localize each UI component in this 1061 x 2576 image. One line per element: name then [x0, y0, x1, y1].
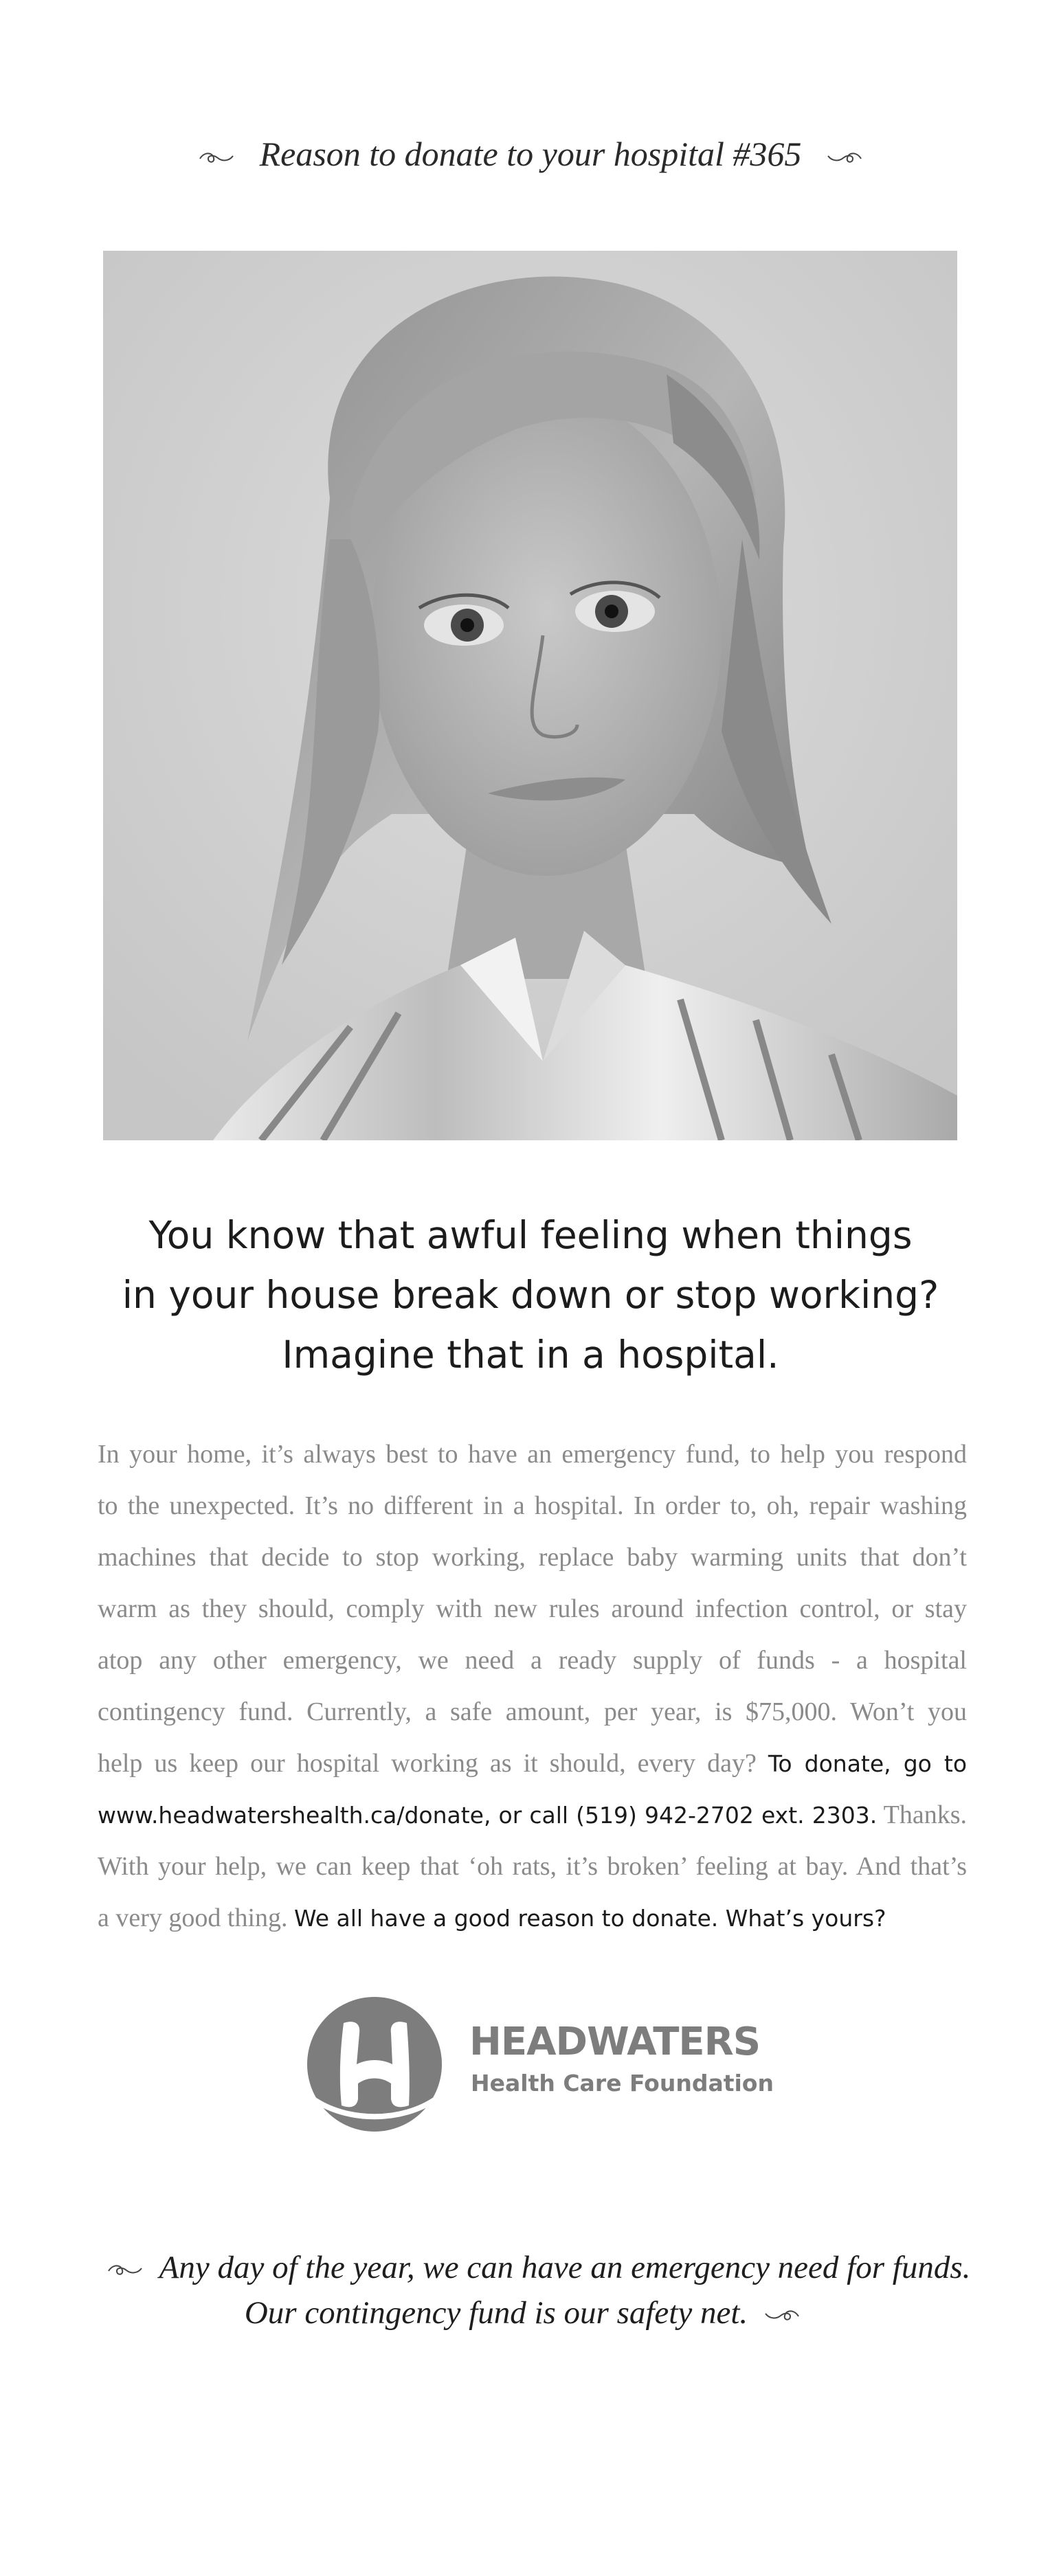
body-line: contingency fund. Currently, a safe amount, per year, is $75,000. Won’t you [98, 1697, 967, 1726]
headline-line-1: You know that awful feeling when things [148, 1213, 913, 1257]
body-line-mixed [98, 1893, 967, 1944]
foundation-logo [306, 1996, 774, 2133]
flourish-left-icon [107, 2263, 143, 2278]
donate-contact: www.headwatershealth.ca/donate, or call (519) 942-2702 ext. 2303. [98, 1802, 878, 1829]
flourish-right-icon [764, 2308, 800, 2323]
headwaters-h-logo-icon [306, 1996, 443, 2133]
logo-name: HEADWATERS [469, 2020, 761, 2064]
logo-subtitle: Health Care Foundation [471, 2070, 774, 2097]
closing-line-1 [0, 2245, 1061, 2290]
portrait-photo [103, 251, 957, 1140]
body-line: atop any other emergency, we need a ready supply of funds - a hospital [98, 1646, 967, 1675]
closing-text-2: Our contingency fund is our safety net. [244, 2295, 748, 2331]
body-line: machines that decide to stop working, replace baby warming units that don’t [98, 1543, 967, 1572]
closing-tagline [0, 2245, 1061, 2336]
portrait-illustration [103, 251, 957, 1140]
headline-line-3: Imagine that in a hospital. [282, 1333, 779, 1377]
body-text: Thanks. [883, 1800, 967, 1829]
top-tagline [0, 134, 1061, 174]
flourish-right-icon [827, 150, 862, 166]
top-tagline-text: Reason to donate to your hospital #365 [259, 135, 802, 173]
body-line: to the unexpected. It’s no different in a hospital. In order to, oh, repair washing [98, 1491, 967, 1520]
body-copy [98, 1429, 967, 1944]
closing-text-1: Any day of the year, we can have an emergency need for funds. [159, 2250, 971, 2285]
body-line: warm as they should, comply with new rules around infection control, or stay [98, 1594, 967, 1623]
body-line: In your home, it’s always best to have an emergency fund, to help you respond [98, 1440, 967, 1469]
flourish-left-icon [199, 150, 234, 166]
closing-line-2 [0, 2290, 1061, 2336]
headline [0, 1206, 1061, 1385]
headline-line-2: in your house break down or stop working? [122, 1273, 939, 1317]
body-line-mixed [98, 1738, 967, 1789]
donate-instruction: To donate, go to [768, 1750, 968, 1777]
body-text: a very good thing. [98, 1903, 288, 1932]
closing-call-to-action: We all have a good reason to donate. What’s yours? [294, 1905, 886, 1932]
body-line: With your help, we can keep that ‘oh rats, it’s broken’ feeling at bay. And that’s [98, 1852, 967, 1881]
body-line-mixed [98, 1789, 967, 1841]
body-text: help us keep our hospital working as it should, every day? [98, 1749, 757, 1778]
